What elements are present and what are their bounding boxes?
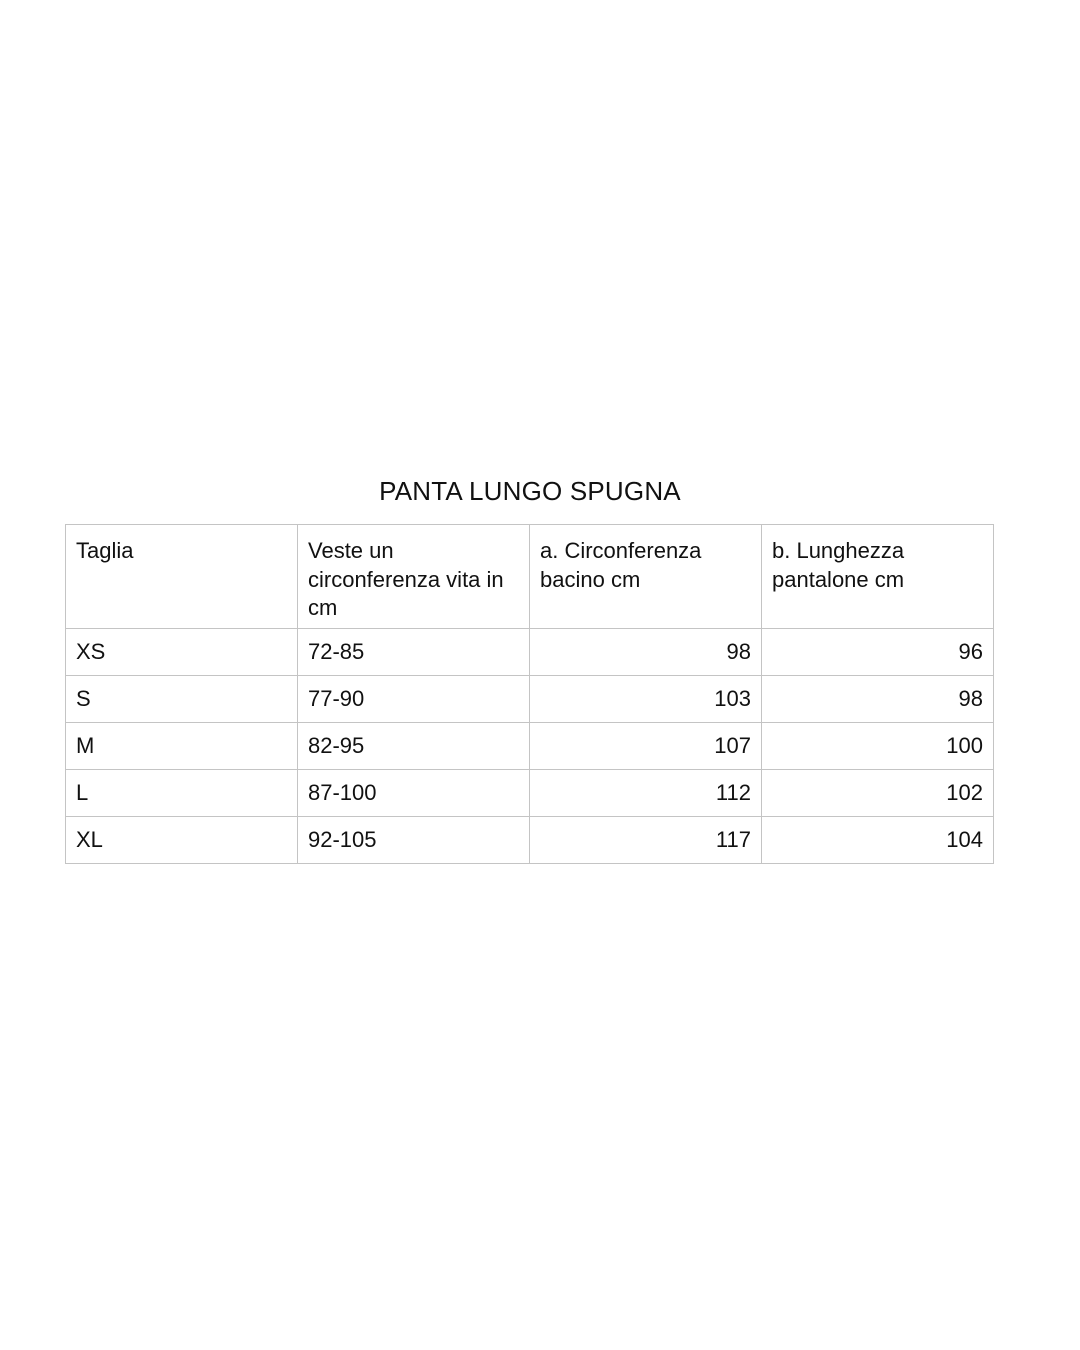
table-row — [66, 723, 994, 770]
cell-size: S — [66, 676, 298, 723]
header-size: Taglia — [66, 525, 298, 629]
cell-size: L — [66, 770, 298, 817]
cell-length: 98 — [762, 676, 994, 723]
cell-length: 96 — [762, 629, 994, 676]
table-row — [66, 676, 994, 723]
cell-waist: 92-105 — [298, 817, 530, 864]
cell-waist: 87-100 — [298, 770, 530, 817]
cell-size: M — [66, 723, 298, 770]
cell-waist: 77-90 — [298, 676, 530, 723]
cell-hip: 103 — [530, 676, 762, 723]
cell-length: 100 — [762, 723, 994, 770]
cell-hip: 98 — [530, 629, 762, 676]
cell-hip: 117 — [530, 817, 762, 864]
cell-hip: 107 — [530, 723, 762, 770]
header-length: b. Lunghezza pantalone cm — [762, 525, 994, 629]
table-row — [66, 817, 994, 864]
cell-waist: 82-95 — [298, 723, 530, 770]
size-table — [65, 524, 994, 864]
table-row — [66, 629, 994, 676]
header-waist: Veste un circonferenza vita in cm — [298, 525, 530, 629]
table-header-row — [66, 525, 994, 629]
cell-length: 104 — [762, 817, 994, 864]
cell-waist: 72-85 — [298, 629, 530, 676]
cell-size: XL — [66, 817, 298, 864]
cell-length: 102 — [762, 770, 994, 817]
cell-size: XS — [66, 629, 298, 676]
document-title: PANTA LUNGO SPUGNA — [379, 476, 681, 506]
table-row — [66, 770, 994, 817]
cell-hip: 112 — [530, 770, 762, 817]
header-hip: a. Circonferenza bacino cm — [530, 525, 762, 629]
